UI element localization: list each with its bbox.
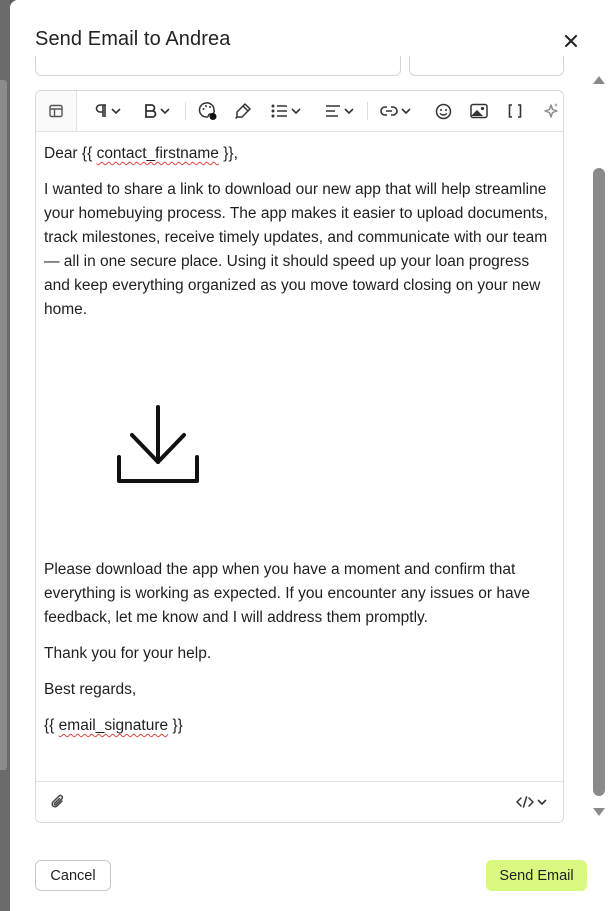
attach-button[interactable] (48, 792, 68, 812)
chevron-down-icon (344, 108, 354, 114)
chevron-down-icon (537, 799, 547, 805)
template-icon (48, 103, 64, 119)
email-editor[interactable] (35, 90, 564, 823)
thanks-line: Thank you for your help. (44, 645, 212, 662)
background-page (0, 0, 10, 911)
highlight-icon (234, 102, 252, 120)
send-email-modal (10, 0, 611, 911)
text-color-button[interactable] (196, 99, 220, 123)
scroll-down-arrow[interactable] (592, 806, 606, 818)
image-icon (470, 103, 488, 119)
closing-line: Best regards, (44, 681, 137, 698)
recipient-field[interactable] (35, 56, 401, 76)
chevron-down-icon (111, 108, 121, 114)
email-body-continued[interactable] (44, 558, 554, 750)
code-view-icon (516, 796, 534, 808)
greeting-suffix: }}, (218, 145, 238, 162)
text-color-icon (198, 101, 218, 121)
ai-sparkle-icon (542, 102, 560, 120)
hidden-fields-row (35, 56, 565, 78)
merge-field-icon (508, 104, 522, 118)
send-email-button[interactable]: Send Email (486, 860, 587, 891)
template-button[interactable] (36, 91, 77, 131)
emoji-button[interactable] (432, 99, 454, 123)
triangle-up-icon (592, 75, 606, 85)
align-icon (325, 104, 341, 118)
editor-toolbar (36, 91, 563, 132)
firstname-variable: contact_firstname (96, 145, 219, 162)
signature-variable: email_signature (58, 717, 169, 734)
list-icon (271, 104, 288, 118)
close-icon (565, 35, 577, 47)
paperclip-icon (51, 794, 65, 810)
toolbar-divider (185, 102, 186, 120)
link-button[interactable] (378, 99, 412, 123)
ai-assist-button[interactable] (540, 99, 562, 123)
triangle-down-icon (592, 807, 606, 817)
signature-line (44, 714, 554, 738)
signature-prefix: {{ (44, 717, 59, 734)
list-button[interactable] (269, 99, 303, 123)
bold-icon (144, 103, 157, 119)
align-button[interactable] (322, 99, 356, 123)
greeting-prefix: Dear {{ (44, 145, 97, 162)
toolbar-divider (367, 102, 368, 120)
editor-footer (36, 781, 563, 822)
highlight-button[interactable] (231, 99, 255, 123)
image-button[interactable] (468, 99, 490, 123)
modal-title: Send Email to Andrea (35, 28, 231, 50)
scroll-up-arrow[interactable] (592, 74, 606, 86)
chevron-down-icon (401, 108, 411, 114)
close-button[interactable] (559, 29, 583, 53)
bold-button[interactable] (140, 99, 174, 123)
paragraph-format-button[interactable] (90, 99, 124, 123)
merge-field-button[interactable] (504, 99, 526, 123)
cancel-button[interactable]: Cancel (35, 860, 111, 891)
field-caret (200, 67, 208, 75)
modal-header (10, 0, 611, 62)
paragraph-format-icon (94, 103, 108, 119)
email-body[interactable] (44, 142, 554, 334)
chevron-down-icon (160, 108, 170, 114)
from-field[interactable] (409, 56, 564, 76)
background-scrollbar (0, 80, 7, 770)
greeting-line (44, 142, 554, 166)
scroll-thumb[interactable] (593, 168, 605, 796)
chevron-down-icon (291, 108, 301, 114)
body-paragraph-2: Please download the app when you have a moment and confirm that everything is working as expected. If you encounter any issues or have feedback, let me know and I will address them promptly. (44, 561, 530, 626)
download-icon (116, 405, 200, 485)
body-paragraph-1: I wanted to share a link to download our new app that will help streamline your homebuying process. The app makes it easier to upload documents, track milestones, receive timely updates, and communicate with our team — all in one secure place. Using it should speed up your loan progress and keep everything organized as you move toward closing on your new home. (44, 181, 548, 318)
modal-scrollbar[interactable] (591, 72, 607, 822)
code-view-button[interactable] (516, 792, 547, 812)
emoji-icon (435, 103, 452, 120)
signature-suffix: }} (168, 717, 183, 734)
link-icon (380, 105, 398, 117)
